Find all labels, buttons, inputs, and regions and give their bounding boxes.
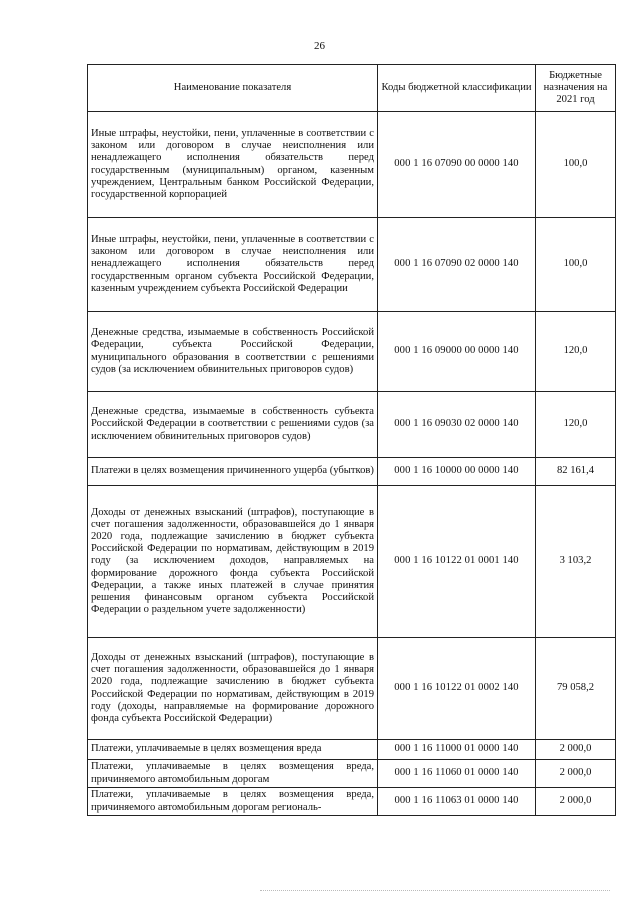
row-name: Доходы от денежных взысканий (штрафов), поступающие в счет погашения задолженности, образовавшейся до 1 января 2020 года, подлежащие зачислению в бюджет субъекта Российской Федерации по нормативам, действующим в 2019 году (доходы, направляемые на формирование дорожного фонда субъекта Российской Федерации) <box>88 638 378 740</box>
row-name: Платежи в целях возмещения причиненного ущерба (убытков) <box>88 458 378 486</box>
row-code: 000 1 16 07090 00 0000 140 <box>378 112 536 218</box>
table-row <box>88 740 616 760</box>
row-code: 000 1 16 09000 00 0000 140 <box>378 312 536 392</box>
table-row <box>88 458 616 486</box>
page-number: 26 <box>314 40 325 52</box>
row-value: 3 103,2 <box>536 486 616 638</box>
table-row <box>88 486 616 638</box>
row-value: 100,0 <box>536 218 616 312</box>
row-value: 120,0 <box>536 312 616 392</box>
row-code: 000 1 16 07090 02 0000 140 <box>378 218 536 312</box>
row-code: 000 1 16 11060 01 0000 140 <box>378 760 536 788</box>
table-header-row <box>88 65 616 112</box>
row-value: 100,0 <box>536 112 616 218</box>
row-value: 2 000,0 <box>536 788 616 816</box>
header-name: Наименование показателя <box>88 65 378 112</box>
scan-artifact-line <box>260 890 610 892</box>
table-row <box>88 760 616 788</box>
row-name: Иные штрафы, неустойки, пени, уплаченные в соответствии с законом или договором в случае неисполнения или ненадлежащего исполнения обязательств перед государственным (муниципальным) органом, казенным учреждением, Центральным банком Российской Федерации, государственной корпорацией <box>88 112 378 218</box>
row-value: 2 000,0 <box>536 760 616 788</box>
header-value: Бюджетные назначения на 2021 год <box>536 65 616 112</box>
budget-table <box>87 64 616 816</box>
row-name: Денежные средства, изымаемые в собственность Российской Федерации, субъекта Российской Федерации, муниципального образования в соответствии с решениями судов (за исключением обвинительных приговоров судов) <box>88 312 378 392</box>
row-code: 000 1 16 09030 02 0000 140 <box>378 392 536 458</box>
row-name: Доходы от денежных взысканий (штрафов), поступающие в счет погашения задолженности, образовавшейся до 1 января 2020 года, подлежащие зачислению в бюджет субъекта Российской Федерации по нормативам, действующим в 2019 году (за исключением доходов, направляемых на формирование дорожного фонда субъекта Российской Федерации, а также иных платежей в случае принятия решения финансовым органом субъекта Российской Федерации о раздельном учете задолженности) <box>88 486 378 638</box>
row-name: Платежи, уплачиваемые в целях возмещения вреда, причиняемого автомобильным дорогам региональ- <box>88 788 378 816</box>
table-row <box>88 112 616 218</box>
table-row <box>88 312 616 392</box>
row-name: Платежи, уплачиваемые в целях возмещения вреда <box>88 740 378 760</box>
table-row <box>88 218 616 312</box>
row-code: 000 1 16 10122 01 0001 140 <box>378 486 536 638</box>
row-value: 82 161,4 <box>536 458 616 486</box>
row-code: 000 1 16 11000 01 0000 140 <box>378 740 536 760</box>
row-value: 120,0 <box>536 392 616 458</box>
row-name: Денежные средства, изымаемые в собственность субъекта Российской Федерации в соответствии с решениями судов (за исключением обвинительных приговоров судов) <box>88 392 378 458</box>
row-name: Иные штрафы, неустойки, пени, уплаченные в соответствии с законом или договором в случае неисполнения или ненадлежащего исполнения обязательств перед государственным органом субъекта Российской Федерации, казенным учреждением субъекта Российской Федерации <box>88 218 378 312</box>
table-row <box>88 788 616 816</box>
row-name: Платежи, уплачиваемые в целях возмещения вреда, причиняемого автомобильным дорогам <box>88 760 378 788</box>
header-code: Коды бюджетной классификации <box>378 65 536 112</box>
row-code: 000 1 16 10000 00 0000 140 <box>378 458 536 486</box>
row-value: 2 000,0 <box>536 740 616 760</box>
table-row <box>88 638 616 740</box>
row-code: 000 1 16 11063 01 0000 140 <box>378 788 536 816</box>
row-code: 000 1 16 10122 01 0002 140 <box>378 638 536 740</box>
table-row <box>88 392 616 458</box>
row-value: 79 058,2 <box>536 638 616 740</box>
